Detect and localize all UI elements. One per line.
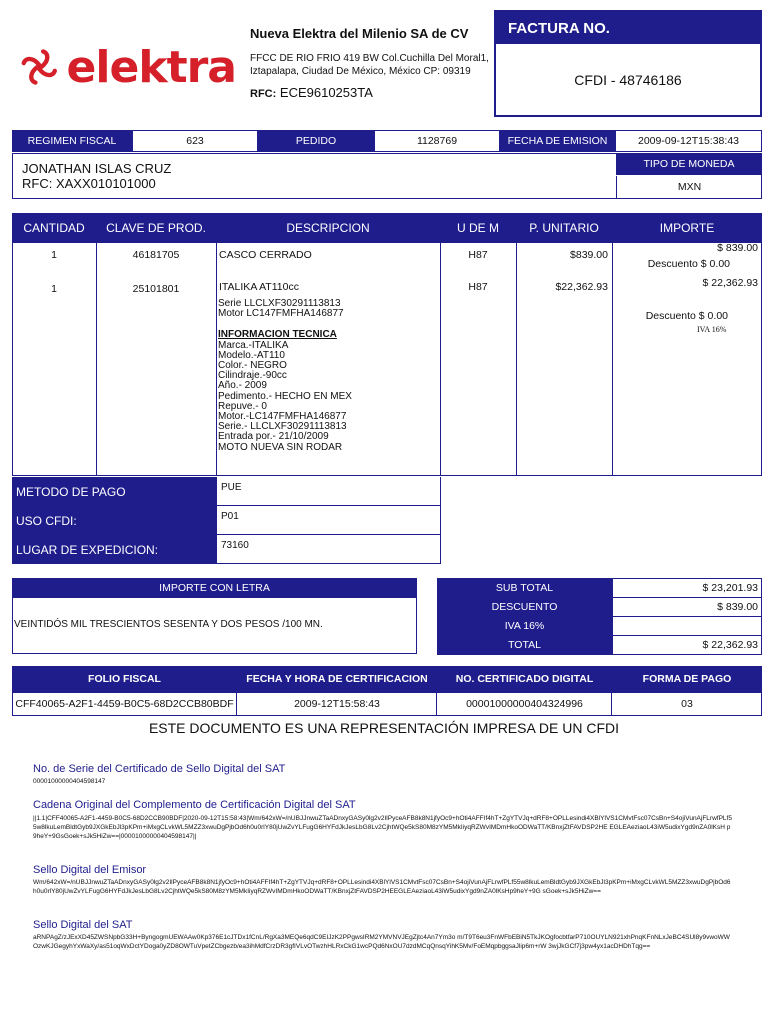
col-unitario: P. UNITARIO [529,220,599,235]
row1-cantidad: 1 [51,249,57,261]
item-description-detail [218,299,352,453]
row1-clave: 46181705 [132,249,180,261]
col-udem: U DE M [457,220,499,235]
elektra-logo [16,36,236,98]
row2-cantidad: 1 [51,283,57,295]
address-line-1: FFCC DE RIO FRIO 419 BW Col.Cuchilla Del Moral1, [250,53,489,64]
forma-pago-label: FORMA DE PAGO [642,673,732,685]
col-descripcion: DESCRIPCION [286,220,370,235]
descuento-value: $ 839.00 [717,600,758,613]
row2-descuento: Descuento $ 0.00 [645,310,728,322]
cadena-value: ||1.1|CFF40065-A2F1-4459-B0C5-68D2CCB90BDF|2020-09-12T15:58:43|Wm/642xW=/nUBJJnwuZTaADnxyGASy0lg2v2IlPyceAFB8k8N1jfyOc9+hOti4AFFIf4hT+ZgYTVJq+dRF8+OPLLesindi4XBlYlVS1CMvtFsc07CsBn+S4ojiVunAjFLrwfPLf55w8lkuLemBldtGyb9JXGkEbJl3pKPm+iMxgCLvkWL5MZZ3xwuDgPjbOd6h0u0rlY80jUwZvYLFugG6HYFdJkJesLbG8Lv2CjhtWQe5kS80M8zYM5MkIiyqRZWvIMDmHkoODWaTT/KBnxjZtFAVDSP2HE EGLEAeziaoL43iW5udixYgd9nZA0lKsH p9heY+9GsGoek+sJk5HiZw==|00001000000404598147|| [33,815,732,840]
fecha-emision-value: 2009-09-12T15:38:43 [616,131,761,151]
descuento-label: DESCUENTO [491,600,558,613]
col-divider [216,242,217,476]
nocert-value: 00001000000404324996 [466,698,583,710]
col-divider [96,242,97,476]
col-divider [440,242,441,476]
customer-name: JONATHAN ISLAS CRUZ [22,161,172,176]
subtotal-label: SUB TOTAL [495,581,554,594]
factura-number: CFDI - 48746186 [574,71,682,88]
iva-value [612,616,762,635]
sello-emisor-title: Sello Digital del Emisor [33,864,147,876]
nocert-label: NO. CERTIFICADO DIGITAL [455,673,594,685]
moneda-label: TIPO DE MONEDA [616,153,762,175]
serie-sat-value: 00001000000404598147 [33,778,106,785]
sello-emisor-value: Wm/642xW=/nUBJJnwuZTaADnxyGASy0lg2v2IlPyceAFB8k8N1jfyOc9+hOti4AFFIf4hT+ZgYTVJq+dRF8+OPLLesindi4XBlYlVS1CMvtFsc07CsBn+S4ojiVunAjFLrwfPLf55w8lkuLemBldtGyb9JXGkEbJl3pKPm+iMxgCLvkWL5MZZ3xwuDgPjbOd6h0u0rlY80jUwZvYLFugG6HYFdJkJesLbG8Lv2CjhtWQe5kS80M8zYM5MkIiyqRZWvIMDmHkoODWaTT/KBnxjZtFAVDSP2HEEGLEAeziaoL43iW5udixYgd9nZA0lKsHp9heY+9G sGoek+sJk5HiZw== [33,879,731,895]
col-importe: IMPORTE [659,220,715,235]
info-line: Modelo.-AT110 [218,349,285,361]
info-line: Cilindraje.-90cc [218,370,287,382]
row2-clave: 25101801 [132,283,180,295]
fecha-cert-value: 2009-12T15:58:43 [294,698,380,710]
moneda-value: MXN [616,176,762,198]
rfc-value: ECE9610253TA [279,85,373,100]
cadena-title: Cadena Original del Complemento de Certificación Digital del SAT [33,799,356,811]
logo-text: elektra [66,41,236,93]
info-line: Año.- 2009 [218,380,267,392]
row2-descripcion: ITALIKA AT110cc [219,281,299,293]
info-line: Motor.-LC147FMFHA146877 [218,411,347,423]
company-name: Nueva Elektra del Milenio SA de CV [250,26,469,41]
sello-sat-title: Sello Digital del SAT [33,919,133,931]
row1-importe: $ 839.00 [717,241,758,254]
elektra-logo-mark-icon [16,43,63,91]
row1-unitario: $839.00 [570,249,608,261]
forma-pago-value: 03 [681,698,693,710]
info-line: MOTO NUEVA SIN RODAR [218,441,343,453]
metodo-value-box [216,477,441,506]
uso-value: P01 [221,511,239,522]
pedido-value: 1128769 [375,131,499,151]
rfc-label: RFC: [250,88,277,100]
total-value: $ 22,362.93 [702,639,758,651]
address-line-2: Iztapalapa, Ciudad De México, México CP: 09319 [250,66,471,77]
company-address [250,52,500,78]
info-line: Entrada por.- 21/10/2009 [218,431,329,443]
col-divider [516,242,517,476]
factura-box [494,10,762,117]
info-line: Pedimento.- HECHO EN MEX [218,390,352,402]
uso-label: USO CFDI: [16,514,77,528]
letra-label: IMPORTE CON LETRA [12,578,417,598]
metodo-label: METODO DE PAGO [16,485,126,499]
customer-rfc: RFC: XAXX010101000 [22,176,156,191]
fecha-emision-label: FECHA DE EMISION [507,135,608,147]
iva-label: IVA 16% [504,619,545,632]
item-serie: Serie LLCLXF30291113813 [218,298,341,309]
regimen-value: 623 [133,131,257,151]
row2-iva: IVA 16% [697,325,727,334]
row1-descripcion: CASCO CERRADO [219,249,312,261]
total-label: TOTAL [508,639,541,651]
letra-value: VEINTIDÓS MIL TRESCIENTOS SESENTA Y DOS PESOS /100 MN. [14,619,323,630]
serie-sat-title: No. de Serie del Certificado de Sello Digital del SAT [33,763,286,775]
lugar-value: 73160 [221,540,249,551]
company-rfc [250,85,373,100]
subtotal-value: $ 23,201.93 [702,581,758,594]
info-line: Serie.- LLCLXF30291113813 [218,421,347,433]
info-line: Repuve.- 0 [218,400,267,412]
row2-unitario: $22,362.93 [555,281,608,293]
cfdi-statement: ESTE DOCUMENTO ES UNA REPRESENTACIÓN IMPRESA DE UN CFDI [148,720,620,736]
uso-value-box [216,506,441,535]
fecha-cert-label: FECHA Y HORA DE CERTIFICACION [246,673,428,685]
col-clave: CLAVE DE PROD. [106,220,206,235]
lugar-label: LUGAR DE EXPEDICION: [16,543,159,557]
item-motor: Motor LC147FMFHA146877 [218,308,344,320]
info-line: Color.- NEGRO [218,360,287,372]
folio-value: CFF40065-A2F1-4459-B0C5-68D2CCB80BDF [15,698,234,710]
info-line: Marca.-ITALIKA [218,339,289,351]
regimen-label: REGIMEN FISCAL [27,135,117,147]
lugar-value-box [216,535,441,564]
pedido-label: PEDIDO [295,135,337,147]
row1-descuento: Descuento $ 0.00 [647,258,730,270]
metodo-value: PUE [221,482,242,493]
col-cantidad: CANTIDAD [23,220,85,235]
row1-udem: H87 [468,249,488,261]
factura-label: FACTURA NO. [496,12,760,44]
sello-sat-value: aRNPAgZ/zJExXD45ZWSNpbG33H+ByngogmUEWAAw0Kp376E1cJTDx1fCnL/RgXa3MEQe6qdC9EIJzK2PPgwsIRM2YMVNVJEgZjtc4An7Ym3o m/T9T6eu3FnWFbEBiN5TkJKOgfocbtfarP710OUYLN921xhPnqKFnNLxJeBC4SUl8y9vwoWWOzwKJGegyhYxWaXy/as51oqWxDctYDoga0yZD8OWTuVpetZCbgezb/ea3ihMdfCrzDR3gfIVLvOTwzhHLRxCkG1wcPQd6NxOU7dzdMCqQnsqYihK5Mv/FoEMqpbggsaJlip6m+rW 3wjJkGCf7j3pw4yx1acDHDhTqg== [33,934,730,950]
folio-label: FOLIO FISCAL [88,673,161,685]
row2-importe: $ 22,362.93 [702,276,758,289]
info-tecnica-title: INFORMACION TECNICA [218,329,337,341]
row2-udem: H87 [468,281,488,293]
